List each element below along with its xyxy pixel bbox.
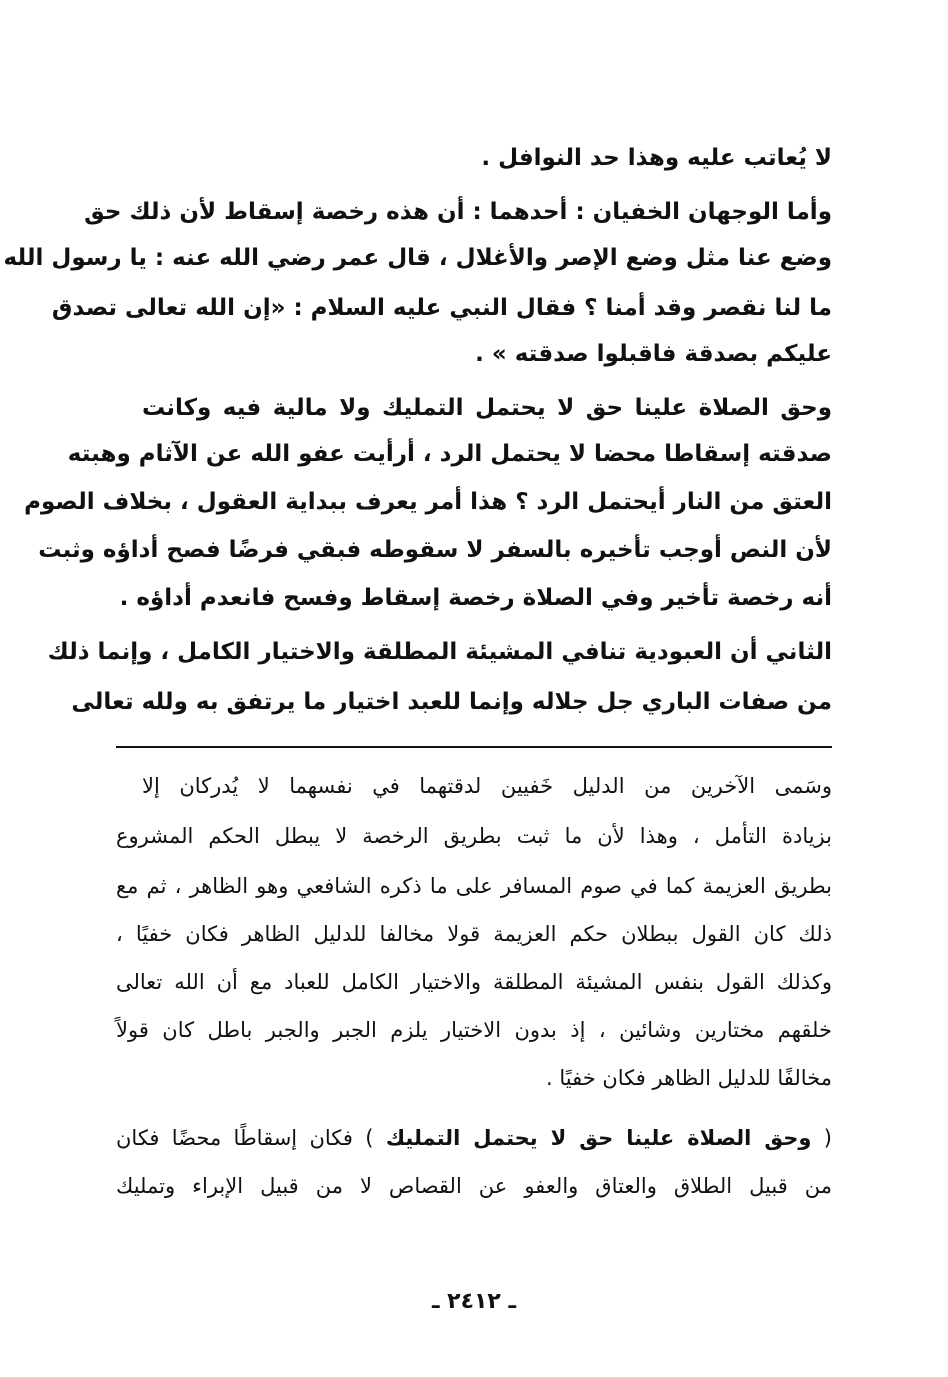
text-line: أنه رخصة تأخير وفي الصلاة رخصة إسقاط وفسح فانعدم أداؤه .: [119, 585, 832, 611]
text-line: لا يُعاتب عليه وهذا حد النوافل .: [481, 145, 832, 171]
text-line: وأما الوجهان الخفيان : أحدهما : أن هذه رخصة إسقاط لأن ذلك حق: [84, 199, 832, 225]
text-line: عليكم بصدقة فاقبلوا صدقته » .: [475, 341, 832, 367]
footnote-quote-line: [116, 1118, 832, 1158]
text-line: صدقته إسقاطا محضا لا يحتمل الرد ، أرأيت عفو الله عن الآثام وهبته: [67, 441, 832, 467]
text-line: من صفات الباري جل جلاله وإنما للعبد اختيار ما يرتفق به ولله تعالى: [71, 689, 832, 715]
footnote-line: وكذلك القول بنفس المشيئة المطلقة والاختيار الكامل للعباد مع أن الله تعالى: [116, 970, 832, 994]
quote-rest: فكان إسقاطًا محضًا فكان: [116, 1126, 366, 1150]
footnote-line: بزيادة التأمل ، وهذا لأن ما ثبت بطريق الرخصة لا يبطل الحكم المشروع: [116, 824, 832, 848]
text-line: الثاني أن العبودية تنافي المشيئة المطلقة والاختيار الكامل ، وإنما ذلك: [47, 639, 832, 665]
footnote-separator: [116, 746, 832, 748]
quote-close: ): [365, 1126, 386, 1150]
footnote-line: ذلك كان القول ببطلان حكم العزيمة قولا مخالفا للدليل الظاهر فكان خفيًا ،: [116, 922, 832, 946]
footnote-line: خلقهم مختارين وشائين ، إذ بدون الاختيار يلزم الجبر والجبر باطل كان قولاً: [116, 1018, 832, 1042]
footnote-line: مخالفًا للدليل الظاهر فكان خفيًا .: [545, 1066, 832, 1090]
quoted-matn: وحق الصلاة علينا حق لا يحتمل التمليك: [385, 1126, 812, 1150]
page-number: ـ ٢٤١٢ ـ: [431, 1289, 517, 1314]
text-line: وحق الصلاة علينا حق لا يحتمل التمليك ولا مالية فيه وكانت: [142, 395, 832, 421]
footnote-line: من قبيل الطلاق والعتاق والعفو عن القصاص لا من قبيل الإبراء وتمليك: [116, 1174, 832, 1198]
footnote-line: بطريق العزيمة كما في صوم المسافر على ما ذكره الشافعي وهو الظاهر ، ثم مع: [116, 874, 832, 898]
footnote-line: وسَمى الآخرين من الدليل خَفيين لدقتهما في نفسهما لا يُدركان إلا: [142, 774, 832, 798]
text-line: وضع عنا مثل وضع الإصر والأغلال ، قال عمر رضي الله عنه : يا رسول الله: [3, 245, 832, 271]
quote-open: (: [811, 1126, 832, 1150]
text-line: ما لنا نقصر وقد أمنا ؟ فقال النبي عليه السلام : «إن الله تعالى تصدق: [51, 295, 832, 321]
text-line: العتق من النار أيحتمل الرد ؟ هذا أمر يعرف ببداية العقول ، بخلاف الصوم: [24, 489, 832, 515]
text-line: لأن النص أوجب تأخيره بالسفر لا سقوطه فبقي فرضًا فصح أداؤه وثبت: [38, 537, 832, 563]
